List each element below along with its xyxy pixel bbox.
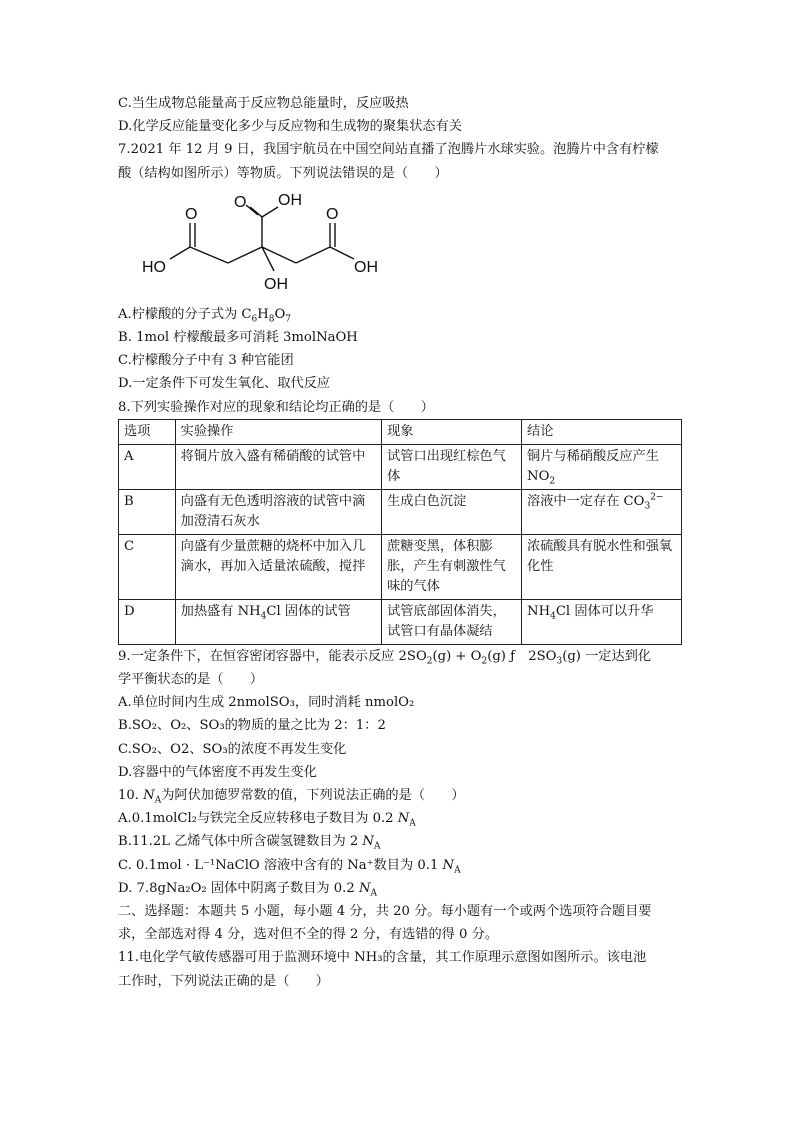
table-cell: A — [119, 444, 176, 489]
table-cell: C — [119, 534, 176, 599]
q10-option-b: B.11.2L 乙烯气体中所含碳氢键数目为 2 $N_A$ — [118, 834, 381, 853]
table-header-cell: 现象 — [382, 419, 522, 444]
table-cell: 加热盛有 $NH_4Cl$ 固体的试管 — [175, 599, 381, 644]
table-cell: 溶液中一定存在 $CO_3^{2-}$ — [522, 489, 682, 534]
q9-option-a: A.单位时间内生成 2nmolSO₃，同时消耗 nmolO₂ — [118, 695, 415, 711]
table-cell: $NH_4Cl$ 固体可以升华 — [522, 599, 682, 644]
q10-stem: 10. $N_A$为阿伏加德罗常数的值，下列说法正确的是（ ） — [118, 788, 465, 806]
q10-option-a: A.0.1molCl₂与铁完全反应转移电子数目为 0.2 $N_A$ — [118, 811, 416, 829]
q7-option-b: B. 1mol 柠檬酸最多可消耗 3molNaOH — [118, 330, 358, 346]
table-cell: 将铜片放入盛有稀硝酸的试管中 — [175, 444, 381, 489]
mol-oh-bottom: OH — [264, 275, 288, 293]
mol-o-top: O — [234, 193, 247, 211]
exam-page — [118, 92, 684, 993]
citric-acid-structure — [140, 189, 400, 301]
table-header-cell: 实验操作 — [175, 419, 381, 444]
table-header-cell: 结论 — [522, 419, 682, 444]
q11-stem-line2: 工作时，下列说法正确的是（ ） — [118, 973, 329, 989]
mol-oh-top: OH — [278, 191, 302, 209]
mol-oh-right: OH — [354, 258, 378, 276]
table-cell: 试管口出现红棕色气体 — [382, 444, 522, 489]
table-cell: 向盛有无色透明溶液的试管中滴加澄清石灰水 — [175, 489, 381, 534]
q9-option-c: C.SO₂、O2、SO₃的浓度不再发生变化 — [118, 741, 347, 757]
table-row — [119, 489, 682, 534]
q6-option-d: D.化学反应能量变化多少与反应物和生成物的聚集状态有关 — [118, 119, 462, 135]
table-cell: D — [119, 599, 176, 644]
table-cell: B — [119, 489, 176, 534]
table-row — [119, 444, 682, 489]
mol-o-right: O — [326, 205, 339, 223]
q6-option-c: C.当生成物总能量高于反应物总能量时，反应吸热 — [118, 96, 409, 111]
table-cell: 浓硫酸具有脱水性和强氧化性 — [522, 534, 682, 599]
q8-experiment-table — [118, 419, 682, 645]
q9-option-b: B.SO₂、O₂、SO₃的物质的量之比为 2：1：2 — [118, 718, 386, 734]
q7-option-c: C.柠檬酸分子中有 3 种官能团 — [118, 353, 294, 369]
q10-option-c: C. 0.1mol · L⁻¹NaClO 溶液中含有的 Na⁺数目为 0.1 $N_A$ — [118, 857, 461, 876]
q7-stem-line1: 7.2021 年 12 月 9 日，我国宇航员在中国空间站直播了泡腾片水球实验。泡腾片中含有柠檬 — [118, 142, 659, 158]
mol-ho-left: HO — [142, 258, 166, 276]
q10-option-d: D. 7.8gNa₂O₂ 固体中阴离子数目为 0.2 $N_A$ — [118, 880, 377, 899]
table-row — [119, 534, 682, 599]
table-row — [119, 599, 682, 644]
q7-stem-line2: 酸（结构如图所示）等物质。下列说法错误的是（ ） — [118, 165, 448, 181]
section2-instructions-line1: 二、选择题：本题共 5 小题，每小题 4 分，共 20 分。每小题有一个或两个选项符合题目要 — [118, 904, 652, 920]
q8-stem: 8.下列实验操作对应的现象和结论均正确的是（ ） — [118, 399, 434, 415]
q9-stem-line1: 9.一定条件下，在恒容密闭容器中，能表示反应 $2SO_2(g) + O_2(g)$ ƒ $2SO_3(g)$ 一定达到化 — [118, 648, 652, 667]
q9-option-d: D.容器中的气体密度不再发生变化 — [118, 764, 317, 780]
table-cell: 生成白色沉淀 — [382, 489, 522, 534]
q11-stem-line1: 11.电化学气敏传感器可用于监测环境中 NH₃的含量，其工作原理示意图如图所示。该电池 — [118, 950, 647, 966]
table-cell: 向盛有少量蔗糖的烧杯中加入几滴水，再加入适量浓硫酸，搅拌 — [175, 534, 381, 599]
q9-stem-line2: 学平衡状态的是（ ） — [118, 672, 264, 688]
table-cell: 试管底部固体消失，试管口有晶体凝结 — [382, 599, 522, 644]
table-header-row — [119, 419, 682, 444]
table-cell: 铜片与稀硝酸反应产生 $NO_2$ — [522, 444, 682, 489]
q7-option-a: A.柠檬酸的分子式为 $C_6H_8O_7$ — [118, 306, 292, 325]
mol-o-left: O — [185, 205, 198, 223]
section2-instructions-line2: 求，全部选对得 4 分，选对但不全的得 2 分，有选错的得 0 分。 — [118, 927, 499, 943]
q7-option-d: D.一定条件下可发生氧化、取代反应 — [118, 376, 331, 392]
table-header-cell: 选项 — [119, 419, 176, 444]
table-cell: 蔗糖变黑，体积膨胀，产生有刺激性气味的气体 — [382, 534, 522, 599]
